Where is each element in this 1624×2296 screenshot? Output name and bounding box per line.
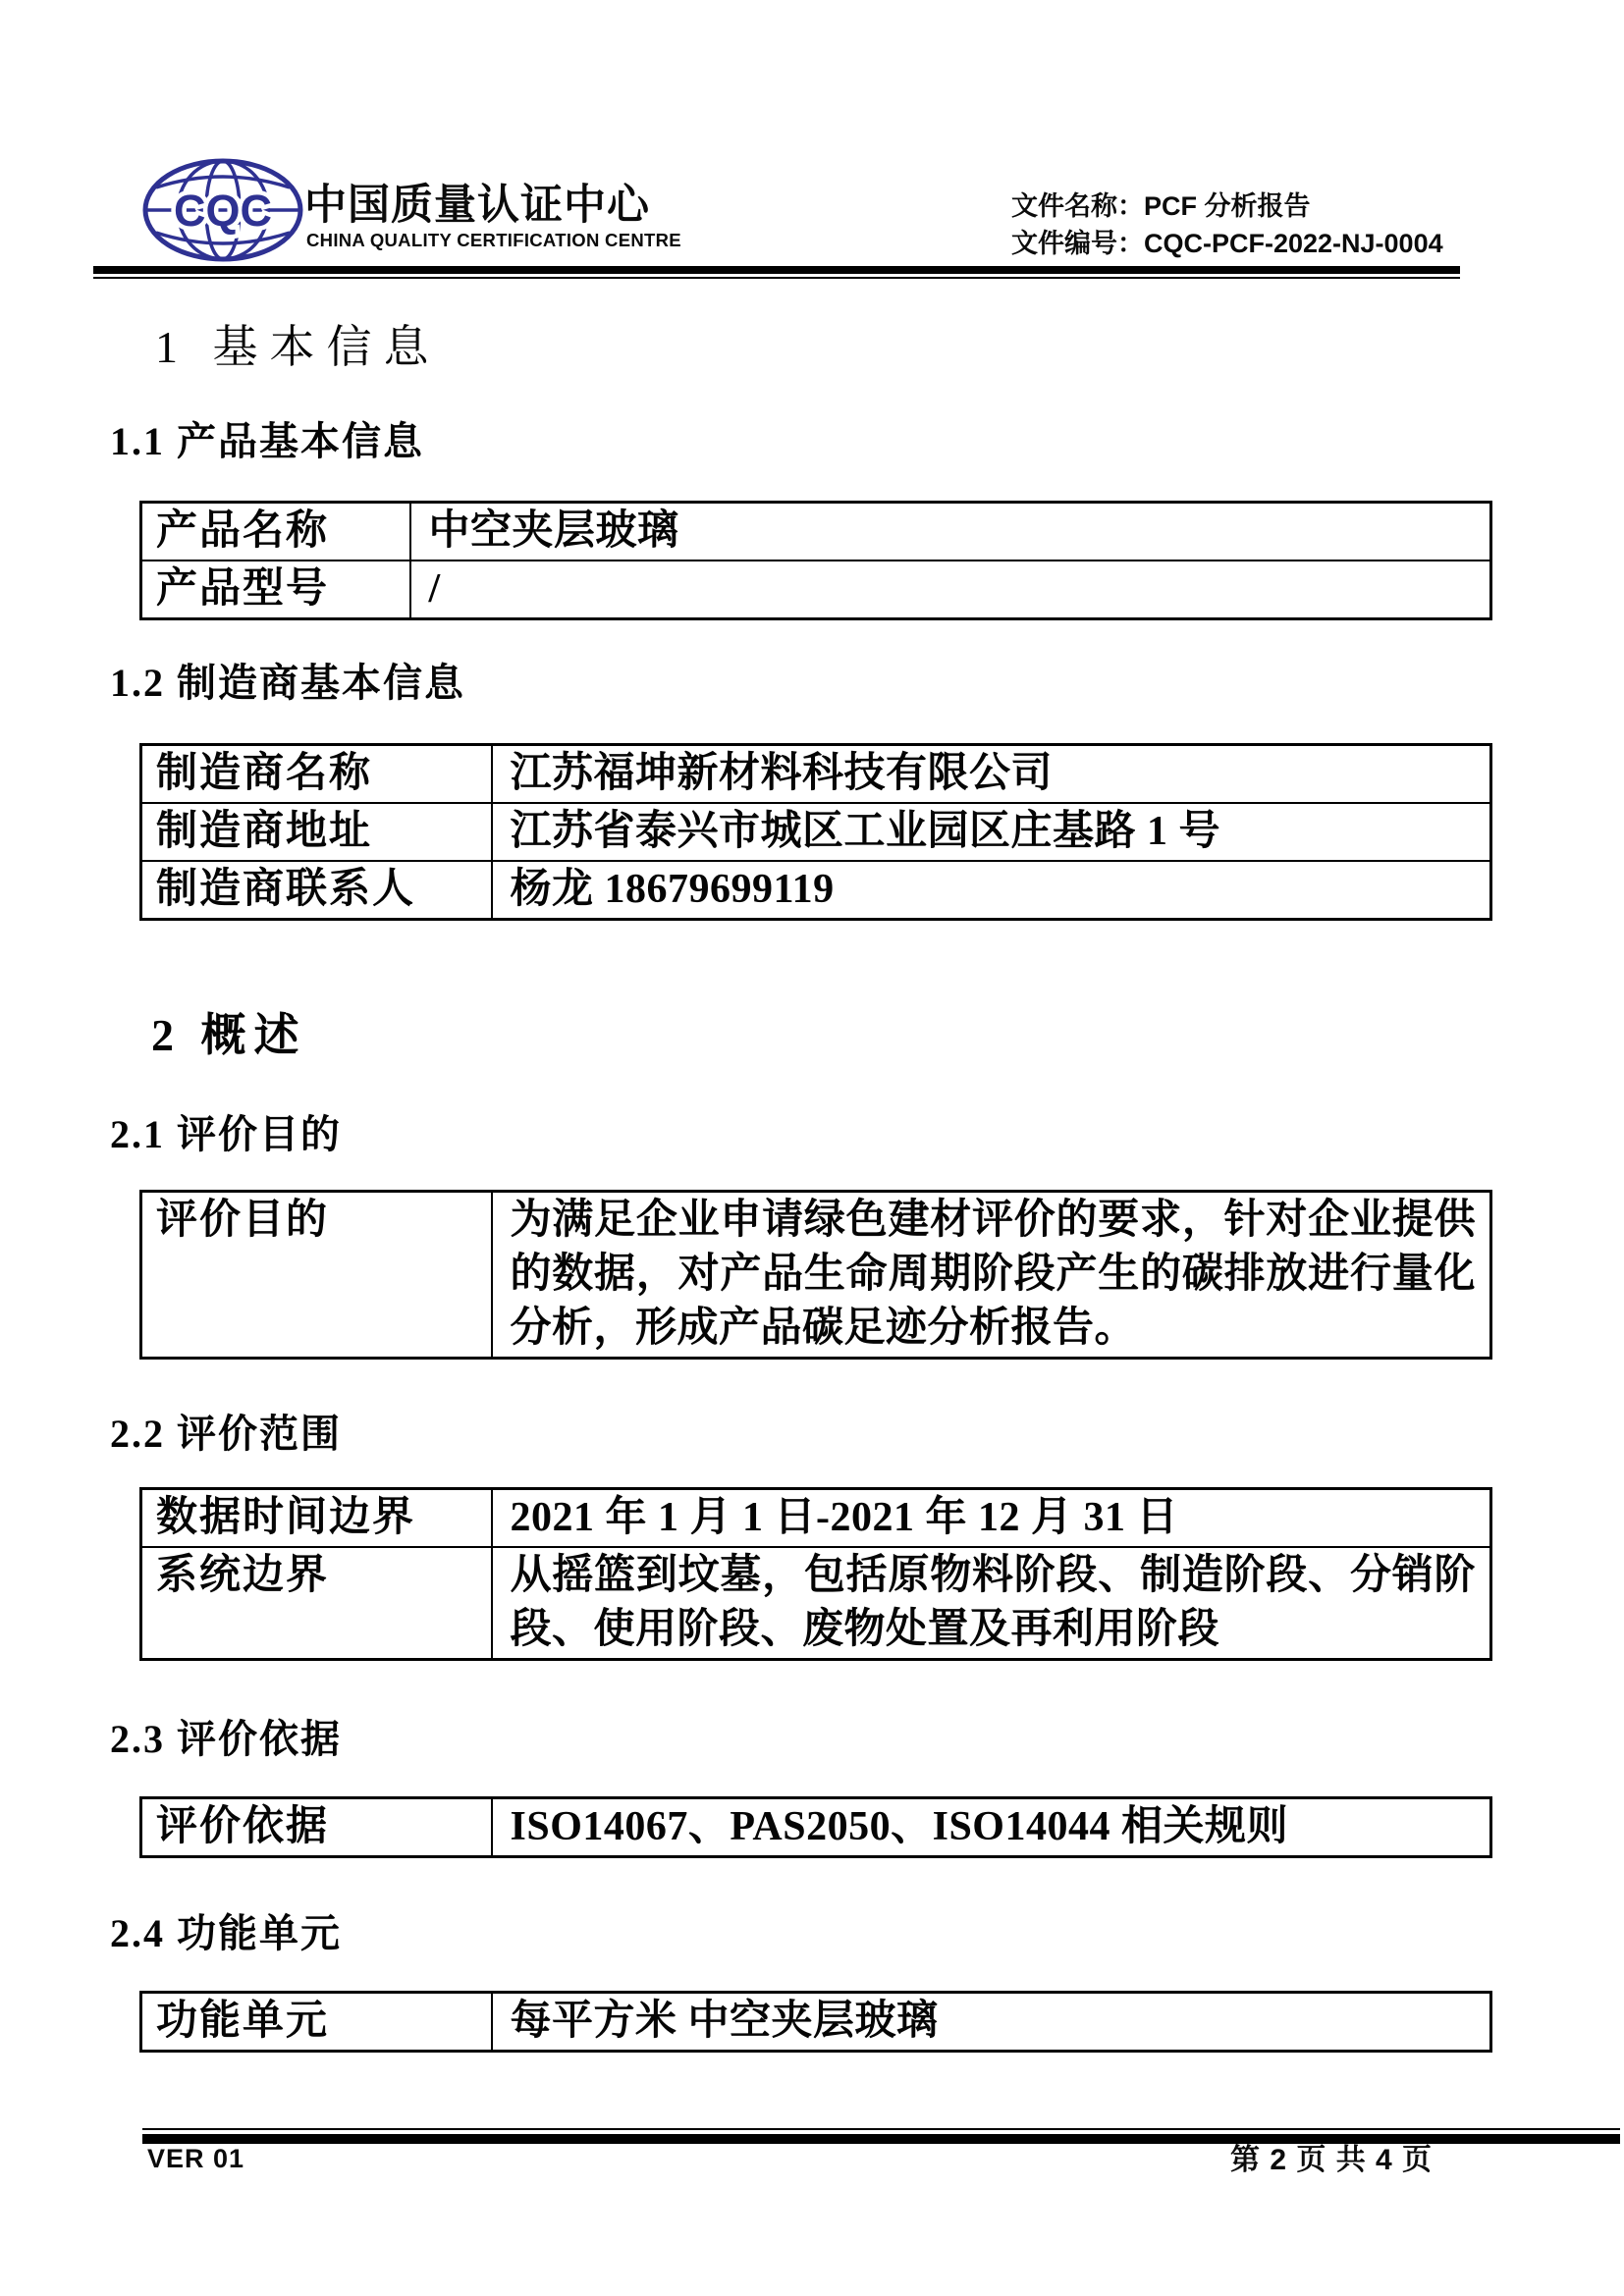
section-1-1-title: 1.1 产品基本信息 <box>110 419 424 463</box>
org-name-en: CHINA QUALITY CERTIFICATION CENTRE <box>306 230 681 250</box>
section-2-2-title: 2.2 评价范围 <box>110 1412 342 1456</box>
cqc-logo-acronym: CQC <box>174 186 272 236</box>
evaluation-basis-table <box>139 1796 1492 1858</box>
doc-info-block <box>1011 187 1443 262</box>
table-row <box>141 1993 1491 2052</box>
evaluation-purpose-table <box>139 1190 1492 1360</box>
table-row <box>141 561 1491 619</box>
table-row <box>141 1489 1491 1548</box>
doc-number-line <box>1011 225 1443 262</box>
row-value: 每平方米 中空夹层玻璃 <box>492 1993 1491 2052</box>
product-info-table <box>139 501 1492 620</box>
row-label: 产品名称 <box>141 503 410 561</box>
cqc-globe-icon <box>140 157 305 263</box>
footer-rule <box>142 2128 1620 2144</box>
table-row <box>141 1547 1491 1660</box>
row-value: / <box>410 561 1491 619</box>
doc-name-line <box>1011 187 1443 225</box>
row-label: 数据时间边界 <box>141 1489 492 1548</box>
manufacturer-info-table <box>139 743 1492 921</box>
row-label: 评价目的 <box>141 1192 492 1359</box>
row-value: 2021 年 1 月 1 日-2021 年 12 月 31 日 <box>492 1489 1491 1548</box>
footer-version: VER 01 <box>147 2144 245 2173</box>
footer-page-number: 第 2 页 共 4 页 <box>1230 2144 1434 2176</box>
section-2-3-title: 2.3 评价依据 <box>110 1717 342 1761</box>
doc-name-value: PCF 分析报告 <box>1144 191 1311 221</box>
row-label: 功能单元 <box>141 1993 492 2052</box>
row-label: 产品型号 <box>141 561 410 619</box>
org-name-zh: 中国质量认证中心 <box>304 182 650 229</box>
table-row <box>141 861 1491 920</box>
section-2-1-title: 2.1 评价目的 <box>110 1112 342 1156</box>
header-rule <box>93 266 1460 279</box>
row-value: 中空夹层玻璃 <box>410 503 1491 561</box>
table-row <box>141 803 1491 861</box>
table-row <box>141 1192 1491 1359</box>
row-value: 为满足企业申请绿色建材评价的要求，针对企业提供的数据，对产品生命周期阶段产生的碳排放进行量化分析，形成产品碳足迹分析报告。 <box>492 1192 1491 1359</box>
doc-name-label: 文件名称： <box>1011 191 1144 221</box>
row-value: 从摇篮到坟墓，包括原物料阶段、制造阶段、分销阶段、使用阶段、废物处置及再利用阶段 <box>492 1547 1491 1660</box>
row-label: 评价依据 <box>141 1798 492 1857</box>
row-value: 杨龙 18679699119 <box>492 861 1491 920</box>
doc-number-label: 文件编号： <box>1011 229 1144 258</box>
table-row <box>141 1798 1491 1857</box>
functional-unit-table <box>139 1991 1492 2053</box>
row-value: 江苏省泰兴市城区工业园区庄基路 1 号 <box>492 803 1491 861</box>
section-2-title: 2 概述 <box>151 1010 307 1060</box>
doc-number-value: CQC-PCF-2022-NJ-0004 <box>1144 229 1443 258</box>
row-value: ISO14067、PAS2050、ISO14044 相关规则 <box>492 1798 1491 1857</box>
row-label: 制造商地址 <box>141 803 492 861</box>
table-row <box>141 745 1491 804</box>
row-value: 江苏福坤新材料科技有限公司 <box>492 745 1491 804</box>
table-row <box>141 503 1491 561</box>
evaluation-scope-table <box>139 1487 1492 1661</box>
section-2-4-title: 2.4 功能单元 <box>110 1911 342 1955</box>
row-label: 制造商名称 <box>141 745 492 804</box>
section-1-title: 1 基本信息 <box>155 322 441 372</box>
section-1-2-title: 1.2 制造商基本信息 <box>110 661 465 705</box>
row-label: 系统边界 <box>141 1547 492 1660</box>
row-label: 制造商联系人 <box>141 861 492 920</box>
